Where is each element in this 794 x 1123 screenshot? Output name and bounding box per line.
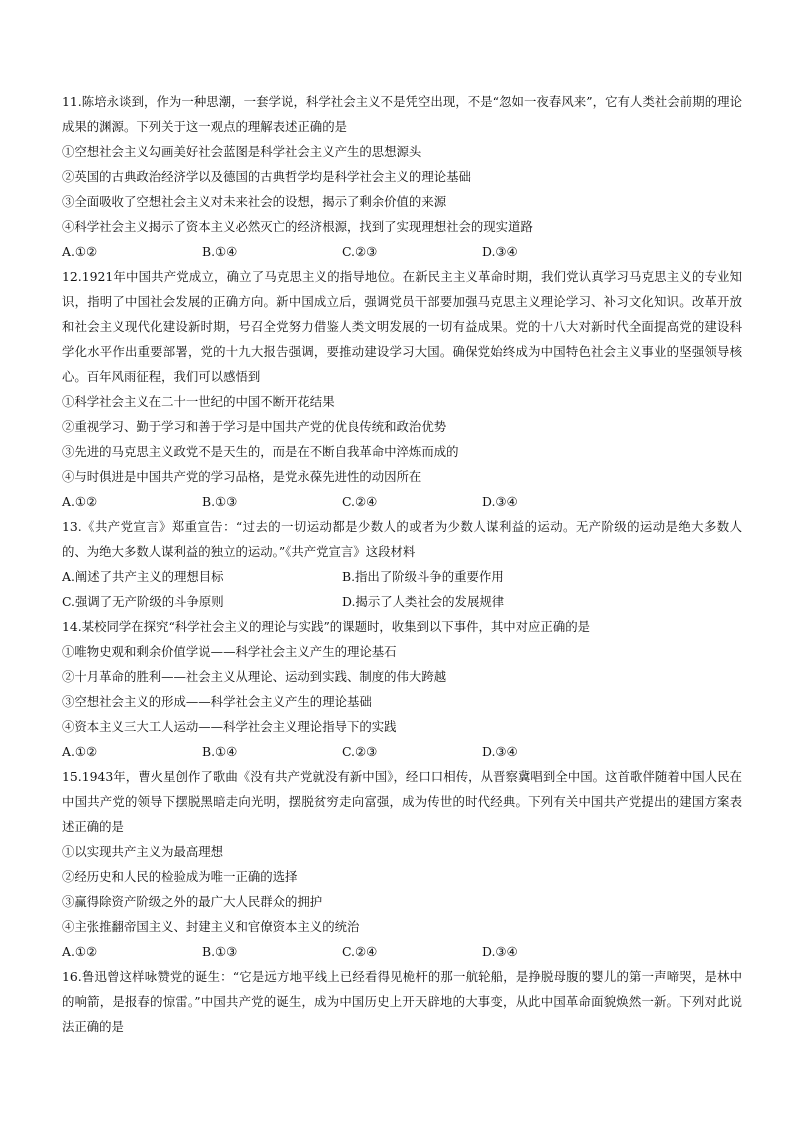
answer-options <box>62 589 742 614</box>
option-a[interactable]: A.①② <box>62 494 98 509</box>
option-a[interactable]: A.①② <box>62 944 98 959</box>
statement-item: ①空想社会主义勾画美好社会蓝图是科学社会主义产生的思想源头 <box>62 144 422 159</box>
option-c[interactable]: C.②③ <box>342 244 378 259</box>
option-c[interactable]: C.②④ <box>342 944 378 959</box>
answer-options <box>62 564 742 589</box>
option-a[interactable]: A.阐述了共产主义的理想目标 <box>62 569 224 584</box>
option-a[interactable]: A.①② <box>62 744 98 759</box>
option-b[interactable]: B.①④ <box>202 744 238 759</box>
question-stem: 13.《共产党宣言》郑重宣告：“过去的一切运动都是少数人的或者为少数人谋利益的运动。无产阶级的运动是绝大多数人的、为绝大多数人谋利益的独立的运动。”《共产党宣言》这段材料 <box>62 519 742 559</box>
statement-item: ④主张推翻帝国主义、封建主义和官僚资本主义的统治 <box>62 919 360 934</box>
answer-options <box>62 489 742 514</box>
statement-item: ①以实现共产主义为最高理想 <box>62 844 224 859</box>
answer-options <box>62 939 742 964</box>
option-c[interactable]: C.②④ <box>342 494 378 509</box>
statement-item: ③空想社会主义的形成——科学社会主义产生的理论基础 <box>62 694 372 709</box>
option-d[interactable]: D.③④ <box>482 494 518 509</box>
option-b[interactable]: B.①③ <box>202 494 238 509</box>
question-list <box>62 89 742 1039</box>
statement-item: ③赢得除资产阶级之外的最广大人民群众的拥护 <box>62 894 323 909</box>
option-d[interactable]: D.揭示了人类社会的发展规律 <box>342 594 505 609</box>
question-stem: 11.陈培永谈到，作为一种思潮，一套学说，科学社会主义不是凭空出现，不是“忽如一夜春风来”，它有人类社会前期的理论成果的渊源。下列关于这一观点的理解表述正确的是 <box>62 94 742 134</box>
statement-item: ②经历史和人民的检验成为唯一正确的选择 <box>62 869 298 884</box>
statement-item: ②英国的古典政治经济学以及德国的古典哲学均是科学社会主义的理论基础 <box>62 169 471 184</box>
question-13 <box>62 514 742 614</box>
option-d[interactable]: D.③④ <box>482 244 518 259</box>
question-stem: 16.鲁迅曾这样咏赞党的诞生：“它是远方地平线上已经看得见桅杆的那一航轮船，是挣脱母腹的婴儿的第一声啼哭，是林中的响箭，是报春的惊雷。”中国共产党的诞生，成为中国历史上开天辟地的大事变，从此中国革命面貌焕然一新。下列对此说法正确的是 <box>62 969 742 1034</box>
option-b[interactable]: B.①④ <box>202 244 238 259</box>
option-b[interactable]: B.指出了阶级斗争的重要作用 <box>342 569 504 584</box>
option-a[interactable]: A.①② <box>62 244 98 259</box>
statement-item: ②重视学习、勤于学习和善于学习是中国共产党的优良传统和政治优势 <box>62 419 447 434</box>
answer-options <box>62 739 742 764</box>
question-11 <box>62 89 742 264</box>
option-c[interactable]: C.②③ <box>342 744 378 759</box>
question-14 <box>62 614 742 764</box>
question-12 <box>62 264 742 514</box>
statement-item: ①唯物史观和剩余价值学说——科学社会主义产生的理论基石 <box>62 644 397 659</box>
question-stem: 14.某校同学在探究“科学社会主义的理论与实践”的课题时，收集到以下事件，其中对应正确的是 <box>62 619 590 634</box>
question-stem: 12.1921年中国共产党成立，确立了马克思主义的指导地位。在新民主主义革命时期，我们党认真学习马克思主义的专业知识，指明了中国社会发展的正确方向。新中国成立后，强调党员干部要加强马克思主义理论学习、补习文化知识。改革开放和社会主义现代化建设新时期，号召全党努力借鉴人类文明发展的一切有益成果。党的十八大对新时代全面提高党的建设科学化水平作出重要部署，党的十九大报告强调，要推动建设学习大国。确保党始终成为中国特色社会主义事业的坚强领导核心。百年风雨征程，我们可以感悟到 <box>62 269 742 384</box>
option-d[interactable]: D.③④ <box>482 744 518 759</box>
option-d[interactable]: D.③④ <box>482 944 518 959</box>
option-b[interactable]: B.①③ <box>202 944 238 959</box>
statement-item: ③先进的马克思主义政党不是天生的，而是在不断自我革命中淬炼而成的 <box>62 444 459 459</box>
statement-item: ④与时俱进是中国共产党的学习品格，是党永葆先进性的动因所在 <box>62 469 422 484</box>
question-15 <box>62 764 742 964</box>
option-c[interactable]: C.强调了无产阶级的斗争原则 <box>62 594 224 609</box>
statement-item: ④科学社会主义揭示了资本主义必然灭亡的经济根源，找到了实现理想社会的现实道路 <box>62 219 533 234</box>
statement-item: ②十月革命的胜利——社会主义从理论、运动到实践、制度的伟大跨越 <box>62 669 447 684</box>
statement-item: ③全面吸收了空想社会主义对未来社会的设想，揭示了剩余价值的来源 <box>62 194 447 209</box>
statement-item: ④资本主义三大工人运动——科学社会主义理论指导下的实践 <box>62 719 397 734</box>
question-stem: 15.1943年，曹火星创作了歌曲《没有共产党就没有新中国》，经口口相传，从晋察冀唱到全中国。这首歌伴随着中国人民在中国共产党的领导下摆脱黑暗走向光明，摆脱贫穷走向富强，成为传世的时代经典。下列有关中国共产党提出的建国方案表述正确的是 <box>62 769 742 834</box>
statement-item: ①科学社会主义在二十一世纪的中国不断开花结果 <box>62 394 335 409</box>
question-16 <box>62 964 742 1039</box>
answer-options <box>62 239 742 264</box>
